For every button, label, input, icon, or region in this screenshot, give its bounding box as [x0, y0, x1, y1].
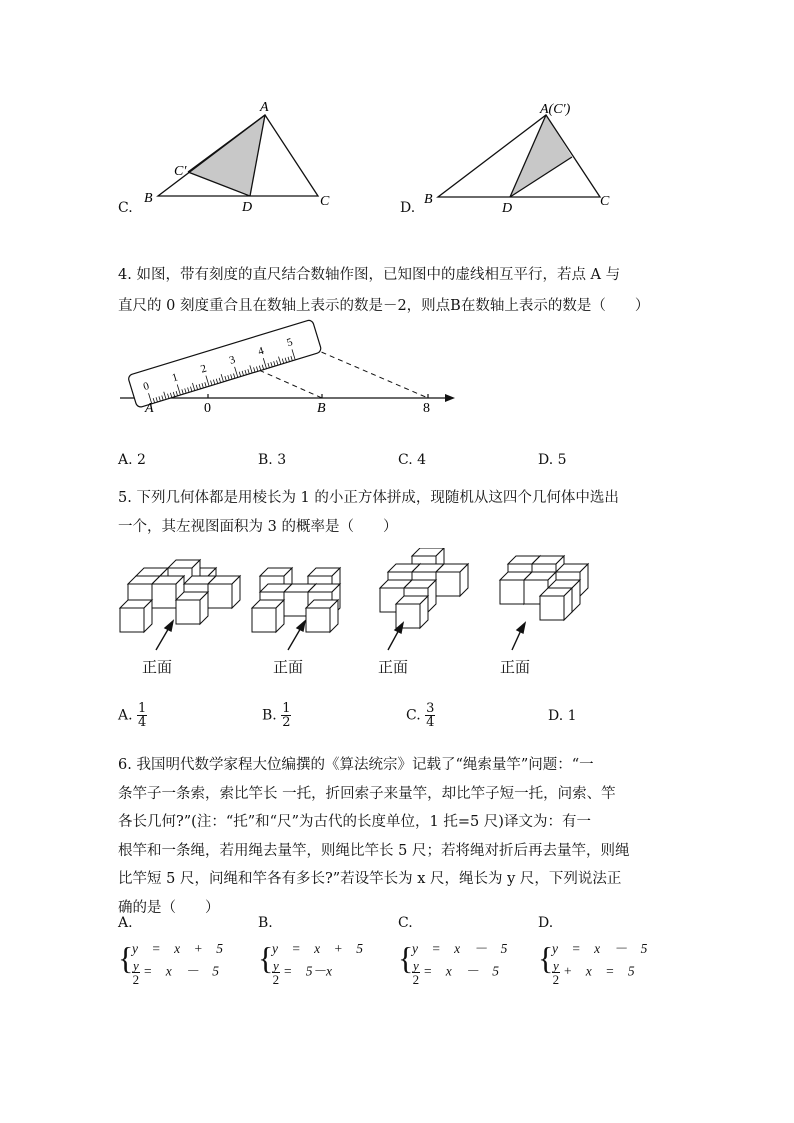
ruler-mark-3: 3	[227, 353, 237, 367]
q5-option-d-value: 1	[567, 708, 577, 724]
q5-option-a[interactable]	[118, 702, 147, 729]
ruler-mark-4: 4	[256, 344, 266, 359]
q5-option-b-letter: B.	[262, 707, 277, 724]
q6-option-a[interactable]: A. { y = x + 5 $\frac{y}{2}$ = x － 5	[118, 915, 258, 995]
q3d-point-a-cprime: A(C′)	[540, 102, 571, 117]
q6-stem-line2: 条竿子一条索，索比竿长 一托，折回索子来量竿，却比竿子短一托，问索、竿	[118, 786, 616, 802]
q4-stem-line1: 4. 如图，带有刻度的直尺结合数轴作图，已知图中的虚线相互平行，若点 A 与	[118, 267, 621, 283]
solid-2-front-label: 正面	[273, 658, 304, 676]
q5-option-a-fraction: $\frac{1}{4}$	[138, 701, 147, 730]
q4-option-d[interactable]: D. 5	[538, 452, 567, 468]
q3c-point-d: D	[242, 200, 253, 215]
q6-option-d-letter: D.	[538, 915, 554, 931]
axis-label-eight: 8	[423, 401, 430, 415]
q6-option-a-letter: A.	[118, 915, 133, 931]
q6-option-a-eq1: y = x + 5	[132, 941, 223, 956]
q6-option-c-letter: C.	[398, 915, 413, 931]
q4-stem-line2: 直尺的 0 刻度重合且在数轴上表示的数是－2，则点B在数轴上表示的数是（ ）	[118, 298, 650, 314]
q3c-point-c: C	[320, 194, 330, 209]
axis-point-a: A	[145, 401, 154, 415]
q6-stem-line6: 确的是（ ）	[118, 900, 220, 916]
q3-figure-d	[420, 95, 630, 215]
q6-option-c-eq2: $\frac{y}{2}$ = x － 5	[412, 958, 500, 987]
q3d-point-d: D	[502, 201, 513, 215]
q3d-point-b: B	[424, 192, 433, 207]
q6-stem-line4: 根竿和一条绳，若用绳去量竿，则绳比竿长 5 尺；若将绳对折后再去量竿，则绳	[118, 843, 630, 859]
solid-3	[380, 548, 468, 628]
q3d-point-c: C	[600, 194, 610, 209]
q3c-point-a: A	[260, 100, 269, 115]
q5-stem-line2: 一个，其左视图面积为 3 的概率是（ ）	[118, 519, 398, 535]
q4-option-a[interactable]: A. 2	[118, 452, 146, 468]
q4-ruler-figure	[115, 310, 465, 415]
ruler-mark-1: 1	[170, 371, 180, 385]
q6-option-d[interactable]: D. { y = x － 5 $\frac{y}{2}$ + x = 5	[538, 915, 678, 995]
ruler-mark-0: 0	[141, 380, 151, 394]
q6-option-a-eq2: $\frac{y}{2}$ = x － 5	[132, 958, 220, 987]
q3c-point-b: B	[144, 191, 153, 206]
q5-option-c[interactable]	[406, 702, 435, 729]
solid-1	[120, 560, 240, 658]
q6-option-d-eq2: $\frac{y}{2}$ + x = 5	[552, 958, 635, 987]
q6-stem-line3: 各长几何?”(注：“托”和“尺”为古代的长度单位，1 托=5 尺)译文为：有一	[118, 814, 591, 830]
ruler-mark-5: 5	[285, 336, 295, 350]
axis-point-b: B	[317, 401, 326, 415]
axis-label-zero: 0	[204, 401, 211, 415]
q6-option-b[interactable]: B. { y = x + 5 $\frac{y}{2}$ = 5－x	[258, 915, 398, 995]
q6-option-b-eq2: $\frac{y}{2}$ = 5－x	[272, 958, 333, 987]
q5-option-b[interactable]	[262, 702, 291, 729]
q5-stem-line1: 5. 下列几何体都是用棱长为 1 的小正方体拼成，现随机从这四个几何体中选出	[118, 490, 619, 506]
q5-solids-figure	[110, 548, 600, 658]
ruler-mark-2: 2	[199, 362, 209, 376]
q5-option-c-fraction: $\frac{3}{4}$	[426, 701, 435, 730]
solid-2	[252, 568, 340, 632]
q6-stem-line5: 比竿短 5 尺，问绳和竿各有多长?”若设竿长为 x 尺，绳长为 y 尺，下列说法正	[118, 871, 622, 887]
q5-option-d-letter: D.	[548, 708, 564, 724]
q6-option-c[interactable]: C. { y = x － 5 $\frac{y}{2}$ = x － 5	[398, 915, 538, 995]
q6-option-c-eq1: y = x － 5	[412, 941, 508, 956]
q4-option-c[interactable]: C. 4	[398, 452, 427, 468]
q6-stem-line1: 6. 我国明代数学家程大位编撰的《算法统宗》记载了“绳索量竿”问题：“一	[118, 757, 594, 773]
solid-1-front-label: 正面	[142, 658, 173, 676]
solid-3-front-label: 正面	[378, 658, 409, 676]
q6-option-b-letter: B.	[258, 915, 273, 931]
q6-option-b-eq1: y = x + 5	[272, 941, 363, 956]
solid-4-front-label: 正面	[500, 658, 531, 676]
q5-option-a-letter: A.	[118, 707, 133, 724]
q6-option-d-eq1: y = x － 5	[552, 941, 648, 956]
q4-option-b[interactable]: B. 3	[258, 452, 287, 468]
q5-option-b-fraction: $\frac{1}{2}$	[282, 701, 291, 730]
solid-4	[500, 556, 588, 620]
q3c-point-cprime: C′	[174, 164, 187, 179]
q5-option-c-letter: C.	[406, 707, 421, 724]
q3-option-c-label: C.	[118, 200, 133, 216]
q3-figure-c	[140, 95, 340, 215]
q5-option-d[interactable]	[548, 708, 577, 724]
q3-option-d-label: D.	[400, 200, 416, 216]
